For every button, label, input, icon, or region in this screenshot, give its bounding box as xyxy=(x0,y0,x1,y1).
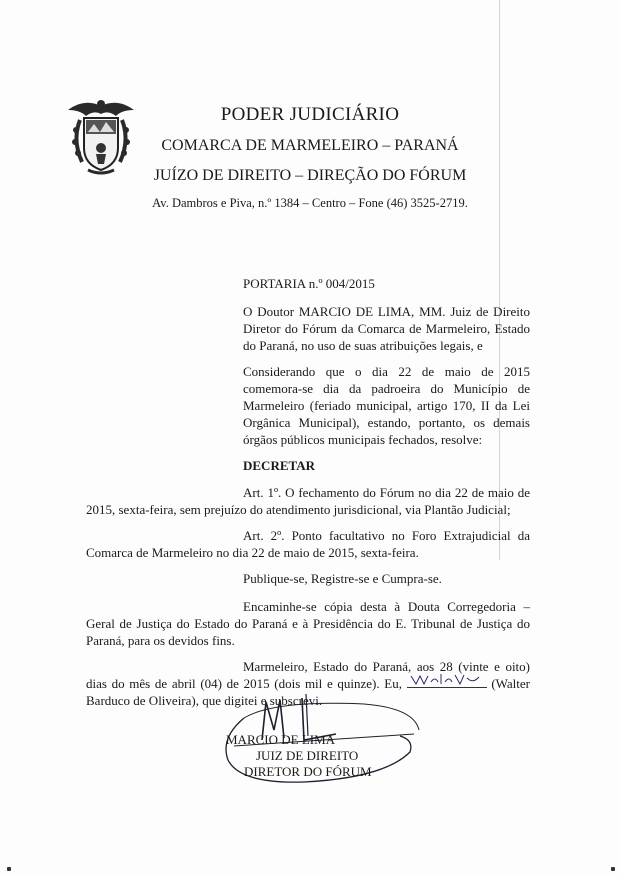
header-juizo: JUÍZO DE DIREITO – DIREÇÃO DO FÓRUM xyxy=(153,167,467,184)
signature-role-director: DIRETOR DO FÓRUM xyxy=(244,764,372,779)
scan-mark xyxy=(7,867,11,871)
closing-text-b: (Walter Barduco de Oliveira), que digitei e subscrevi. xyxy=(86,676,530,708)
paragraph-publique: Publique-se, Registre-se e Cumpra-se. xyxy=(243,571,442,586)
closing-text-a: Marmeleiro, Estado do Paraná, aos 28 (vinte e oito) dias do mês de abril (04) de 2015 (dois mil e quinze). Eu, xyxy=(86,659,530,691)
signature-name: MARCIO DE LIMA xyxy=(226,732,336,747)
article-1: Art. 1º. O fechamento do Fórum no dia 22 de maio de 2015, sexta-feira, sem prejuízo do atendimento jurisdicional, via Plantão Judicial; xyxy=(86,485,530,517)
parana-coat-of-arms-icon xyxy=(66,96,136,176)
scan-mark xyxy=(611,867,615,871)
header-address: Av. Dambros e Piva, n.º 1384 – Centro – Fone (46) 3525-2719. xyxy=(152,196,468,210)
header-comarca: COMARCA DE MARMELEIRO – PARANÁ xyxy=(161,137,459,154)
clerk-initials-line xyxy=(407,675,487,688)
article-2: Art. 2º. Ponto facultativo no Foro Extrajudicial da Comarca de Marmeleiro no dia 22 de maio de 2015, sexta-feira. xyxy=(86,528,530,560)
decretar-heading: DECRETAR xyxy=(243,458,315,473)
judge-signature-block xyxy=(214,690,424,800)
signature-role-judge: JUIZ DE DIREITO xyxy=(256,748,359,763)
header-court: PODER JUDICIÁRIO xyxy=(220,104,400,125)
clerk-initials-signature xyxy=(407,672,487,686)
paragraph-encaminhe: Encaminhe-se cópia desta à Douta Corregedoria – Geral de Justiça do Estado do Paraná e à Presidência do E. Tribunal de Justiça do Paraná, para os devidos fins. xyxy=(86,599,530,648)
paragraph-considerando: Considerando que o dia 22 de maio de 2015 comemora-se dia da padroeira do Município de Marmeleiro (feriado municipal, artigo 170, II da Lei Orgânica Municipal), estando, portanto, os demais órgãos públicos municipais fechados, resolve: xyxy=(243,364,530,447)
portaria-number: PORTARIA n.º 004/2015 xyxy=(243,276,375,291)
paragraph-intro: O Doutor MARCIO DE LIMA, MM. Juiz de Direito Diretor do Fórum da Comarca de Marmeleiro, Estado do Paraná, no uso de suas atribuições legais, e xyxy=(243,304,530,353)
